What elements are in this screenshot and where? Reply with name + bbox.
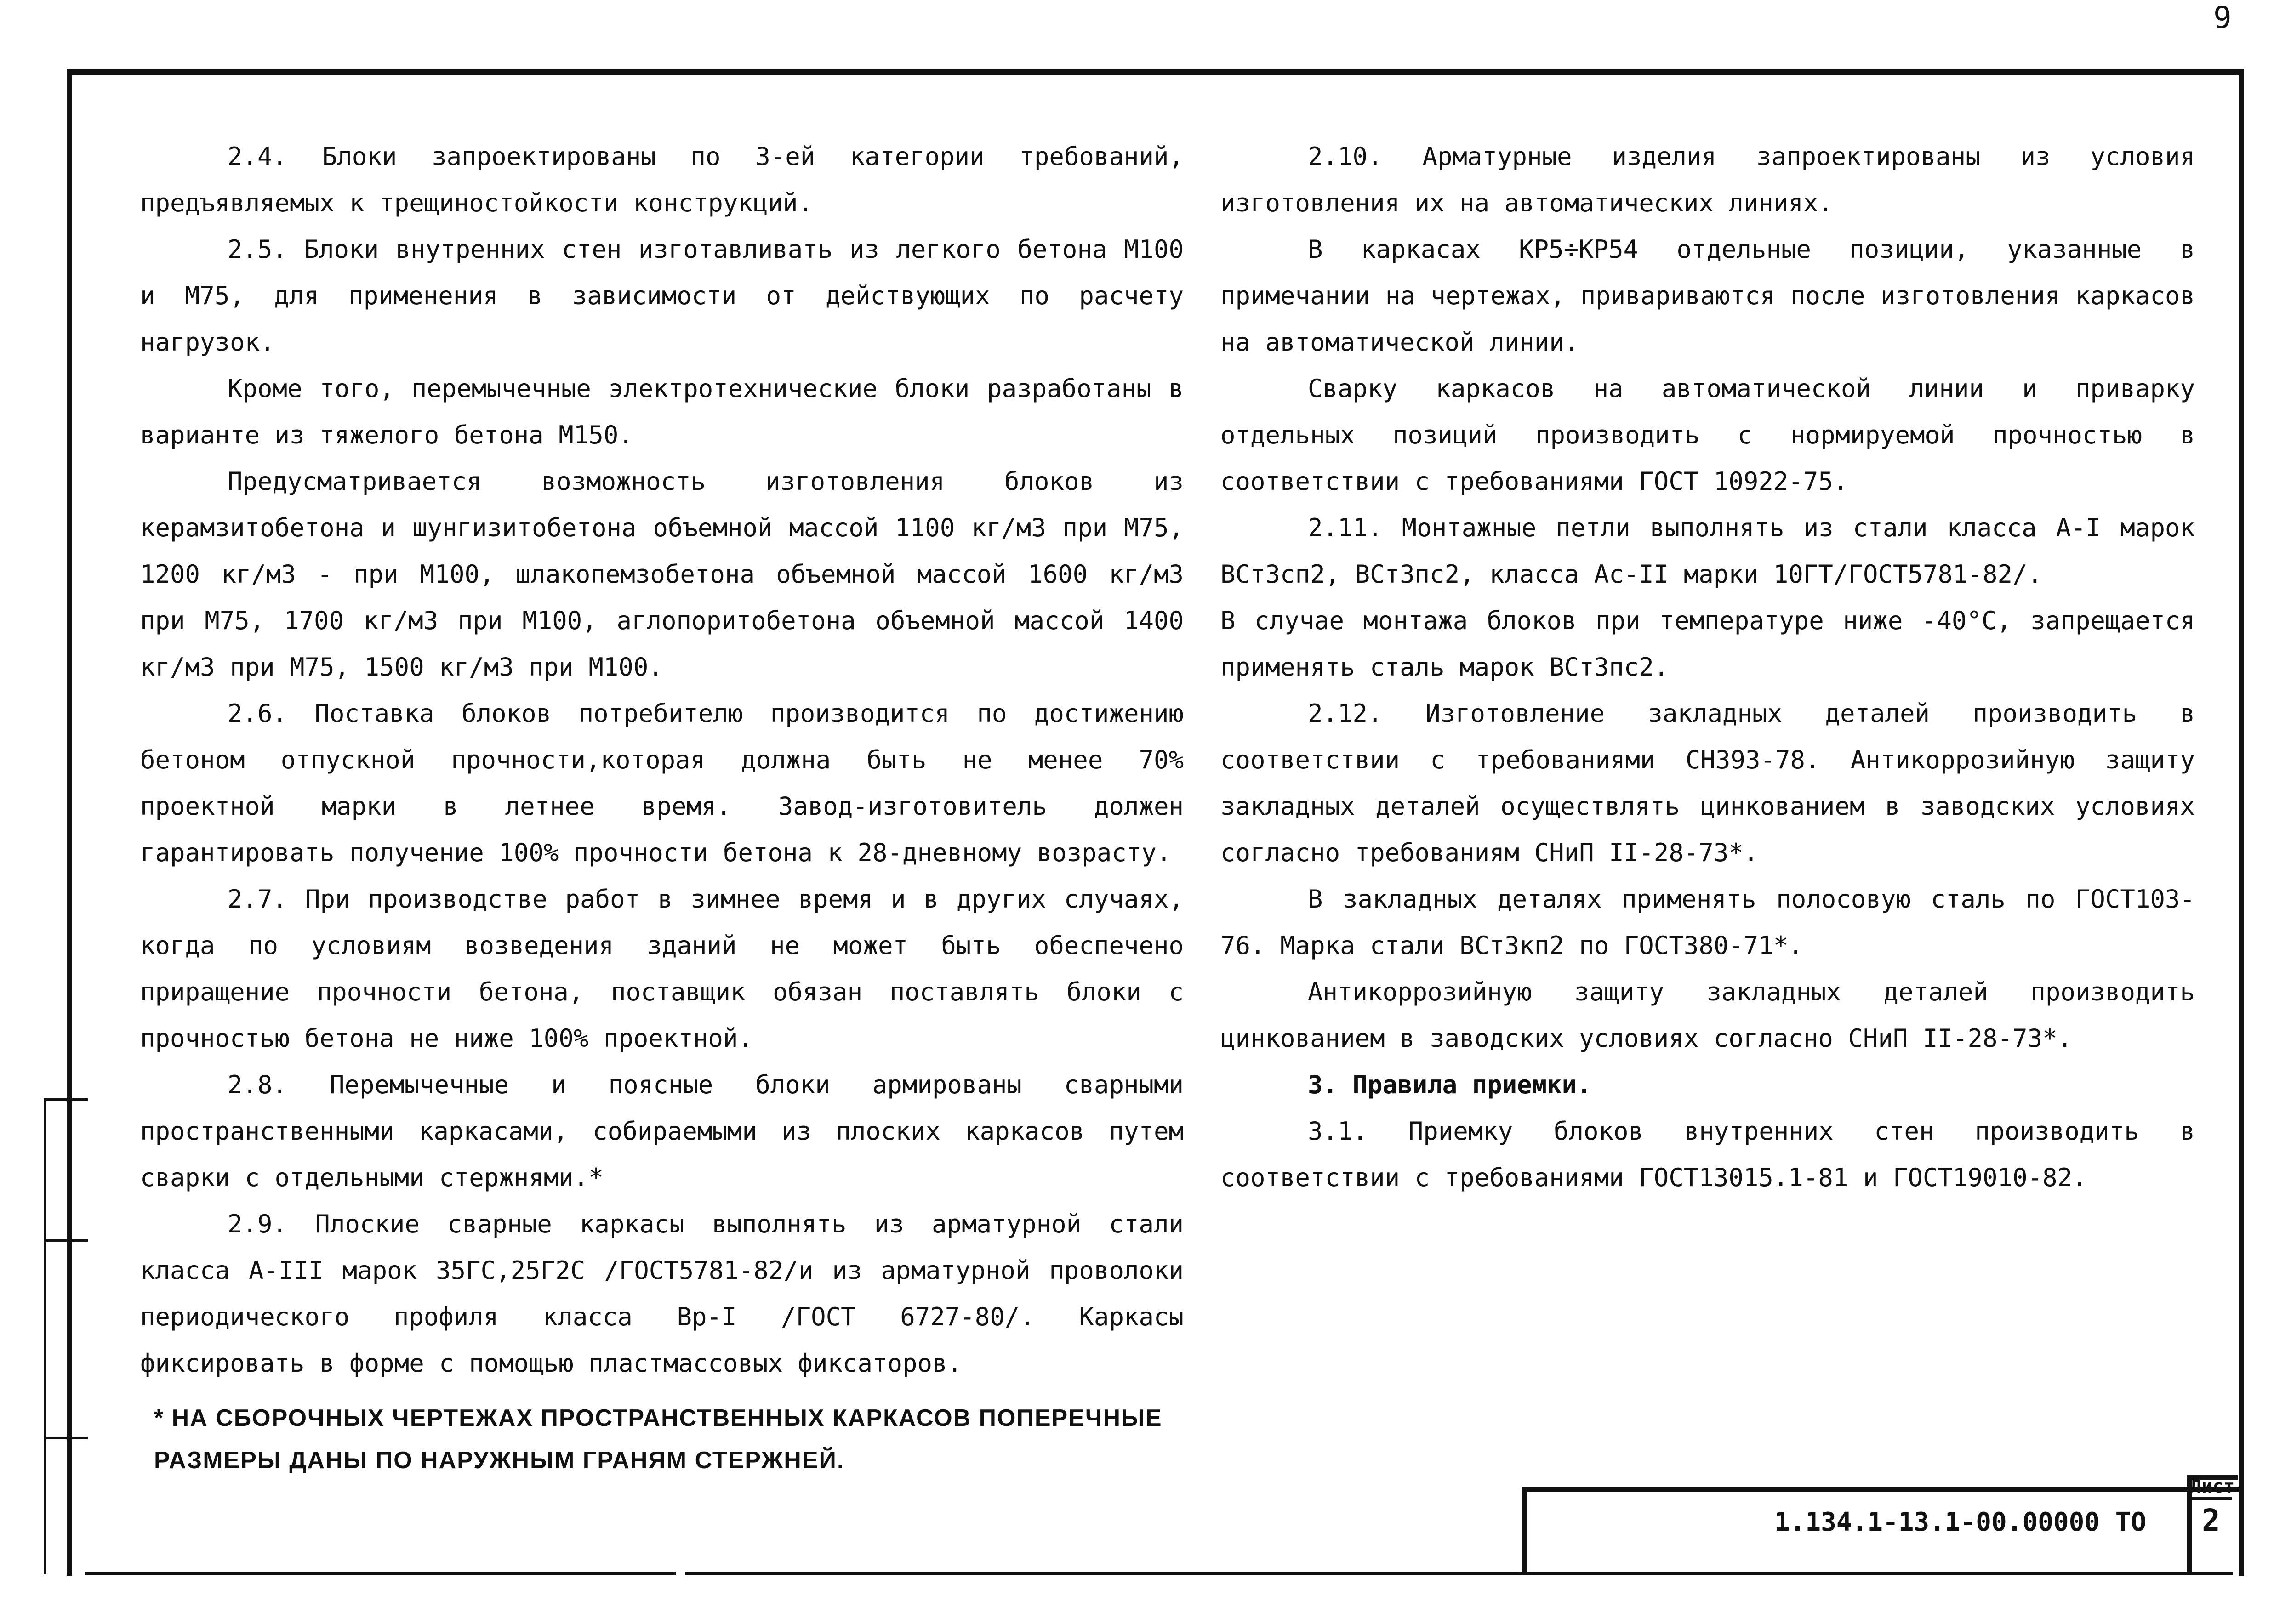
paragraph-2-4: 2.4. Блоки запроектированы по 3-ей категории требований, предъявляемых к трещиностойкости конструкций. <box>140 142 1184 217</box>
paragraph-2-9: 2.9. Плоские сварные каркасы выполнять из арматурной стали класса А-III марок 35ГС,25Г2С /ГОСТ5781-82/и из арматурной проволоки периодического профиля класса Вр-I /ГОСТ 6727-80/. Каркасы фиксировать в форме с помощью пластмассовых фиксаторов. <box>140 1209 1184 1378</box>
section-3-heading: 3. Правила приемки. <box>1308 1070 1592 1099</box>
paragraph-2-8: 2.8. Перемычечные и поясные блоки армированы сварными пространственными каркасами, собираемыми из плоских каркасов путем сварки с отдельными стержнями.* <box>140 1070 1184 1192</box>
page-number: 9 <box>2213 0 2232 35</box>
paragraph-2-10: 2.10. Арматурные изделия запроектированы из условия изготовления их на автоматических линиях. <box>1220 142 2195 217</box>
left-text-column <box>140 133 1184 1386</box>
paragraph-2-5: 2.5. Блоки внутренних стен изготавливать из легкого бетона М100 и М75, для применения в зависимости от действующих по расчету нагрузок. <box>140 235 1184 357</box>
paragraph-low-temperature: В случае монтажа блоков при температуре ниже -40°С, запрещается применять сталь марок ВСт3пс2. <box>1220 606 2195 681</box>
paragraph-heavy-concrete: Кроме того, перемычечные электротехнические блоки разработаны в варианте из тяжелого бетона М150. <box>140 374 1184 449</box>
right-text-column <box>1220 133 2195 1201</box>
paragraph-2-11: 2.11. Монтажные петли выполнять из стали класса А-I марок ВСт3сп2, ВСт3пс2, класса Ас-II марки 10ГТ/ГОСТ5781-82/. <box>1220 513 2195 589</box>
sheet-value: 2 <box>2202 1503 2220 1538</box>
paragraph-frames-kr: В каркасах КР5÷КР54 отдельные позиции, указанные в примечании на чертежах, привариваются после изготовления каркасов на автоматической линии. <box>1220 235 2195 357</box>
paragraph-2-12: 2.12. Изготовление закладных деталей производить в соответствии с требованиями СН393-78. Антикоррозийную защиту закладных деталей осуществлять цинкованием в заводских условиях согласно требованиям СНиП II-28-73*. <box>1220 699 2195 867</box>
binding-strip-divider <box>46 1239 88 1242</box>
footnote: * НА СБОРОЧНЫХ ЧЕРТЕЖАХ ПРОСТРАНСТВЕННЫХ КАРКАСОВ ПОПЕРЕЧНЫЕ РАЗМЕРЫ ДАНЫ ПО НАРУЖНЫМ ГРАНЯМ СТЕРЖНЕЙ. <box>154 1405 1163 1474</box>
frame-bottom-line-left <box>85 1572 676 1575</box>
binding-margin-strip <box>44 1098 88 1574</box>
paragraph-anticorrosion: Антикоррозийную защиту закладных деталей производить цинкованием в заводских условиях согласно СНиП II-28-73*. <box>1220 977 2195 1053</box>
paragraph-strip-steel: В закладных деталях применять полосовую сталь по ГОСТ103-76. Марка стали ВСт3кп2 по ГОСТ380-71*. <box>1220 885 2195 960</box>
paragraph-2-7: 2.7. При производстве работ в зимнее время и в других случаях, когда по условиям возведения зданий не может быть обеспечено приращение прочности бетона, поставщик обязан поставлять блоки с прочностью бетона не ниже 100% проектной. <box>140 885 1184 1053</box>
document-code: 1.134.1-13.1-00.00000 ТО <box>1774 1507 2147 1537</box>
sheet-label: Лист <box>2190 1476 2232 1500</box>
paragraph-welding: Сварку каркасов на автоматической линии и приварку отдельных позиций производить с нормируемой прочностью в соответствии с требованиями ГОСТ 10922-75. <box>1220 374 2195 496</box>
paragraph-3-1: 3.1. Приемку блоков внутренних стен производить в соответствии с требованиями ГОСТ13015.1-81 и ГОСТ19010-82. <box>1220 1117 2195 1192</box>
binding-strip-divider <box>46 1437 88 1439</box>
paragraph-2-6: 2.6. Поставка блоков потребителю производится по достижению бетоном отпускной прочности,которая должна быть не менее 70% проектной марки в летнее время. Завод-изготовитель должен гарантировать получение 100% прочности бетона к 28-дневному возрасту. <box>140 699 1184 867</box>
paragraph-lightweight-options: Предусматривается возможность изготовления блоков из керамзитобетона и шунгизитобетона объемной массой 1100 кг/м3 при М75, 1200 кг/м3 - при М100, шлакопемзобетона объемной массой 1600 кг/м3 при М75, 1700 кг/м3 при М100, аглопоритобетона объемной массой 1400 кг/м3 при М75, 1500 кг/м3 при М100. <box>140 467 1184 681</box>
